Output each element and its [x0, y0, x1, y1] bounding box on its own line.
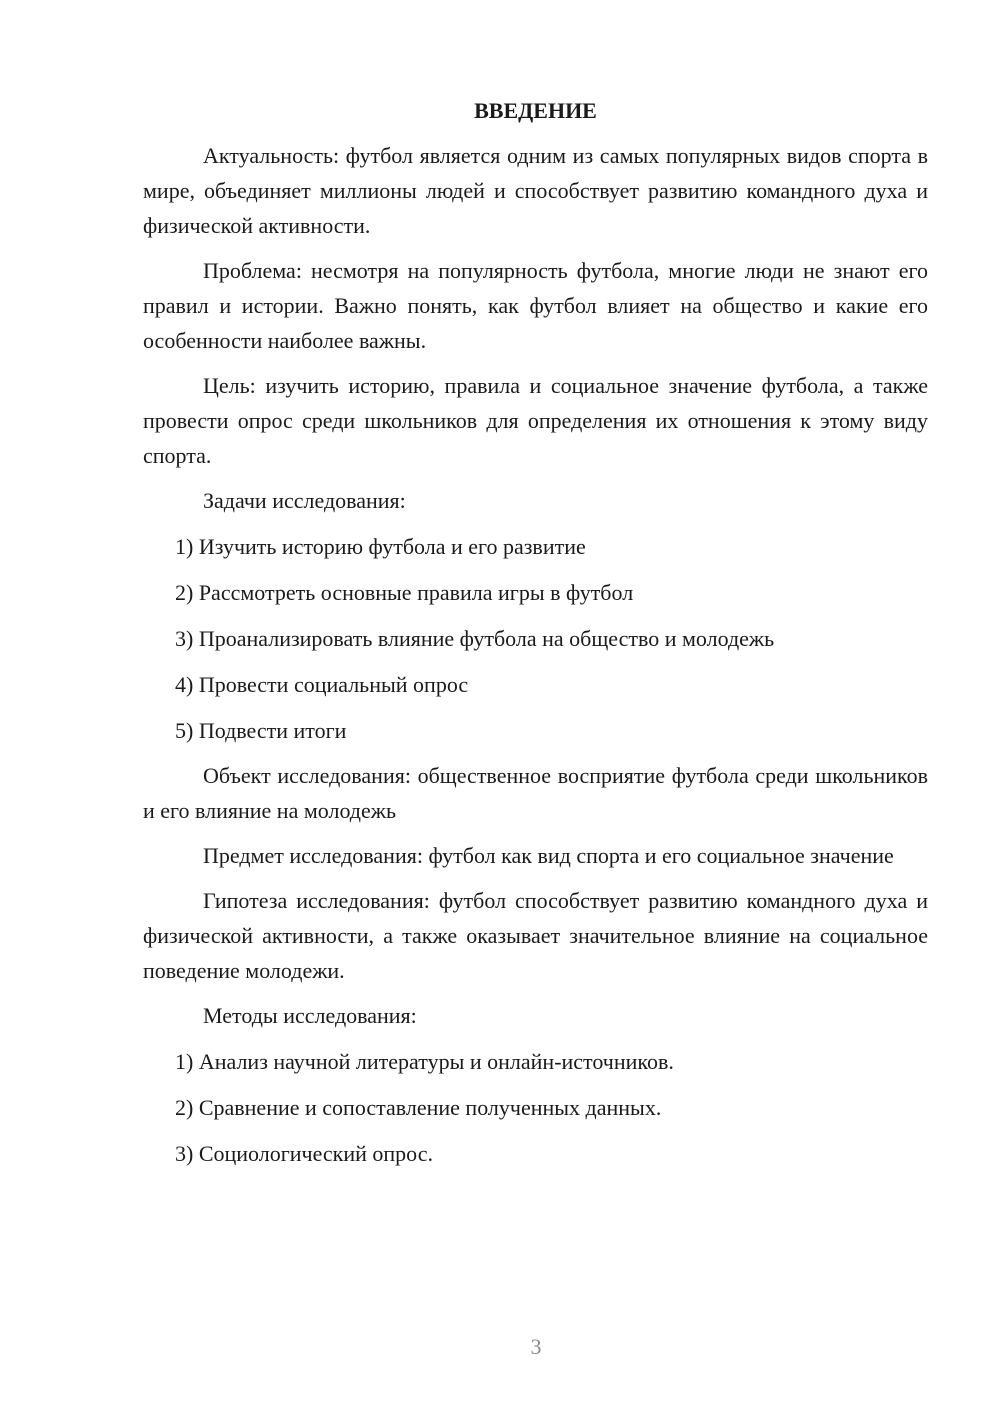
- tasks-list: [143, 529, 928, 748]
- paragraph-hypothesis: Гипотеза исследования: футбол способствует развитию командного духа и физической активности, а также оказывает значительное влияние на социальное поведение молодежи.: [143, 888, 928, 983]
- list-item: 3) Проанализировать влияние футбола на общество и молодежь: [175, 626, 775, 651]
- list-item: 2) Сравнение и сопоставление полученных данных.: [175, 1095, 662, 1120]
- paragraph-problem: Проблема: несмотря на популярность футбола, многие люди не знают его правил и истории. Важно понять, как футбол влияет на общество и какие его особенности наиболее важны.: [143, 258, 928, 353]
- paragraph-subject: Предмет исследования: футбол как вид спорта и его социальное значение: [203, 843, 894, 868]
- page-number: 3: [530, 1334, 542, 1359]
- methods-heading: Методы исследования:: [203, 1003, 417, 1028]
- list-item: 2) Рассмотреть основные правила игры в футбол: [175, 580, 634, 605]
- list-item: 1) Изучить историю футбола и его развитие: [175, 534, 586, 559]
- methods-list: [143, 1044, 928, 1171]
- page-content: [143, 96, 928, 1181]
- list-item: 3) Социологический опрос.: [175, 1141, 433, 1166]
- page-title: ВВЕДЕНИЕ: [474, 98, 597, 123]
- tasks-heading: Задачи исследования:: [203, 488, 406, 513]
- paragraph-relevance: Актуальность: футбол является одним из самых популярных видов спорта в мире, объединяет миллионы людей и способствует развитию командного духа и физической активности.: [143, 143, 928, 238]
- list-item: 5) Подвести итоги: [175, 718, 347, 743]
- paragraph-object: Объект исследования: общественное восприятие футбола среди школьников и его влияние на молодежь: [143, 763, 928, 823]
- list-item: 4) Провести социальный опрос: [175, 672, 469, 697]
- list-item: 1) Анализ научной литературы и онлайн-источников.: [175, 1049, 674, 1074]
- paragraph-goal: Цель: изучить историю, правила и социальное значение футбола, а также провести опрос среди школьников для определения их отношения к этому виду спорта.: [143, 373, 928, 468]
